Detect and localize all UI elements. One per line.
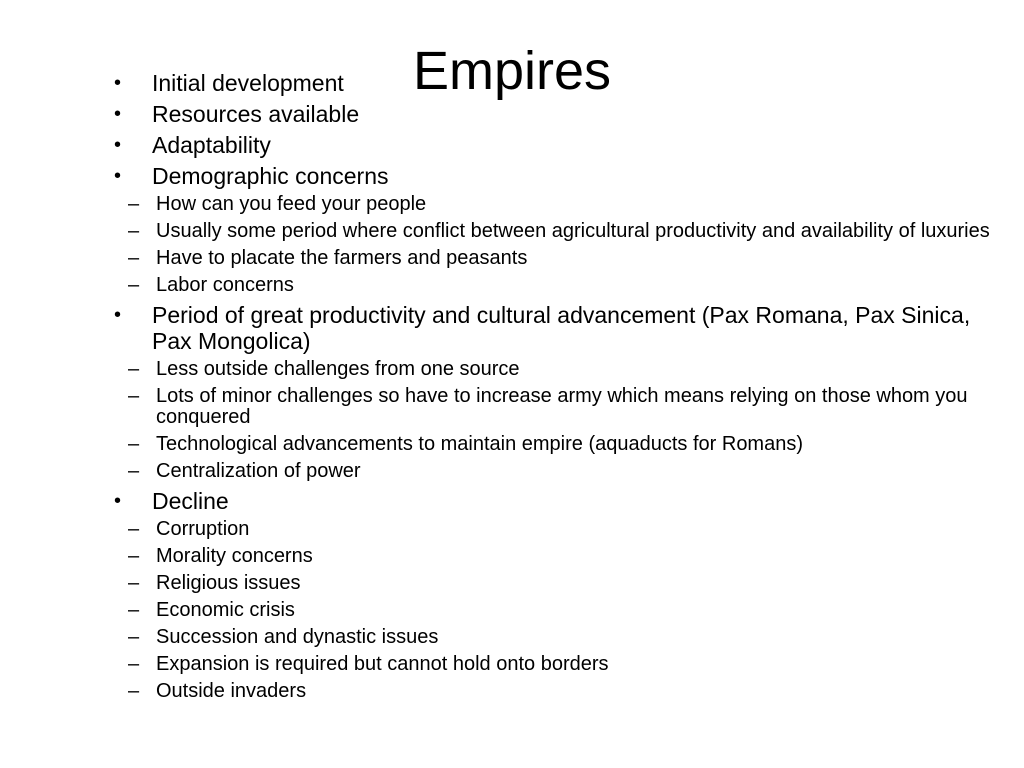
list-item-text: Decline — [152, 488, 229, 514]
dash-marker: – — [128, 572, 140, 594]
bullet-marker: • — [114, 304, 122, 326]
sub-list-item-text: Economic crisis — [156, 599, 295, 621]
bullet-marker: • — [114, 134, 122, 156]
sub-list — [112, 359, 1012, 482]
sub-list-item — [72, 681, 1012, 702]
list-item-text: Resources available — [152, 101, 360, 127]
sub-list-item-text: Centralization of power — [156, 460, 361, 482]
sub-list-item — [72, 600, 1012, 621]
sub-list-item — [72, 654, 1012, 675]
sub-list — [112, 194, 1012, 296]
list-item — [112, 132, 1012, 158]
sub-list-item — [72, 461, 1012, 482]
sub-list-item-text: Corruption — [156, 518, 250, 540]
dash-marker: – — [128, 545, 140, 567]
dash-marker: – — [128, 220, 140, 242]
sub-list-item-text: How can you feed your people — [156, 193, 427, 215]
sub-list-item-text: Expansion is required but cannot hold onto borders — [156, 653, 609, 675]
sub-list-item-text: Usually some period where conflict between agricultural productivity and availability of luxuries — [156, 220, 990, 242]
sub-list-item — [72, 248, 1012, 269]
list-item — [112, 488, 1012, 514]
sub-list-item-text: Labor concerns — [156, 274, 294, 296]
list-item — [112, 70, 1012, 96]
sub-list-item-text: Lots of minor challenges so have to increase army which means relying on those whom you conquered — [156, 385, 968, 428]
sub-list-item — [72, 546, 1012, 567]
sub-list-item — [72, 194, 1012, 215]
sub-list-item-text: Succession and dynastic issues — [156, 626, 439, 648]
sub-list-item-text: Technological advancements to maintain empire (aquaducts for Romans) — [156, 433, 804, 455]
sub-list-item-text: Less outside challenges from one source — [156, 358, 520, 380]
sub-list-item-text: Have to placate the farmers and peasants — [156, 247, 528, 269]
dash-marker: – — [128, 680, 140, 702]
list-item — [112, 163, 1012, 189]
dash-marker: – — [128, 274, 140, 296]
sub-list-item — [72, 386, 1012, 428]
sub-list-item — [72, 627, 1012, 648]
dash-marker: – — [128, 518, 140, 540]
list-item — [112, 101, 1012, 127]
sub-list-item — [72, 359, 1012, 380]
list-item-text: Adaptability — [152, 132, 271, 158]
dash-marker: – — [128, 433, 140, 455]
bullet-marker: • — [114, 165, 122, 187]
bullet-list — [112, 70, 1012, 708]
bullet-marker: • — [114, 490, 122, 512]
sub-list-item — [72, 519, 1012, 540]
list-item — [112, 302, 1012, 354]
dash-marker: – — [128, 385, 140, 407]
dash-marker: – — [128, 626, 140, 648]
dash-marker: – — [128, 599, 140, 621]
sub-list-item-text: Religious issues — [156, 572, 301, 594]
list-item-text: Period of great productivity and cultural advancement (Pax Romana, Pax Sinica, Pax Mongolica) — [152, 302, 971, 354]
bullet-marker: • — [114, 72, 122, 94]
sub-list-item-text: Morality concerns — [156, 545, 313, 567]
bullet-marker: • — [114, 103, 122, 125]
dash-marker: – — [128, 193, 140, 215]
dash-marker: – — [128, 247, 140, 269]
sub-list-item — [72, 275, 1012, 296]
sub-list-item — [72, 573, 1012, 594]
sub-list-item — [72, 221, 1012, 242]
dash-marker: – — [128, 653, 140, 675]
list-item-text: Demographic concerns — [152, 163, 389, 189]
dash-marker: – — [128, 460, 140, 482]
list-item-text: Initial development — [152, 70, 344, 96]
sub-list-item-text: Outside invaders — [156, 680, 307, 702]
dash-marker: – — [128, 358, 140, 380]
sub-list-item — [72, 434, 1012, 455]
slide-title: Empires — [412, 41, 612, 101]
sub-list — [112, 519, 1012, 702]
